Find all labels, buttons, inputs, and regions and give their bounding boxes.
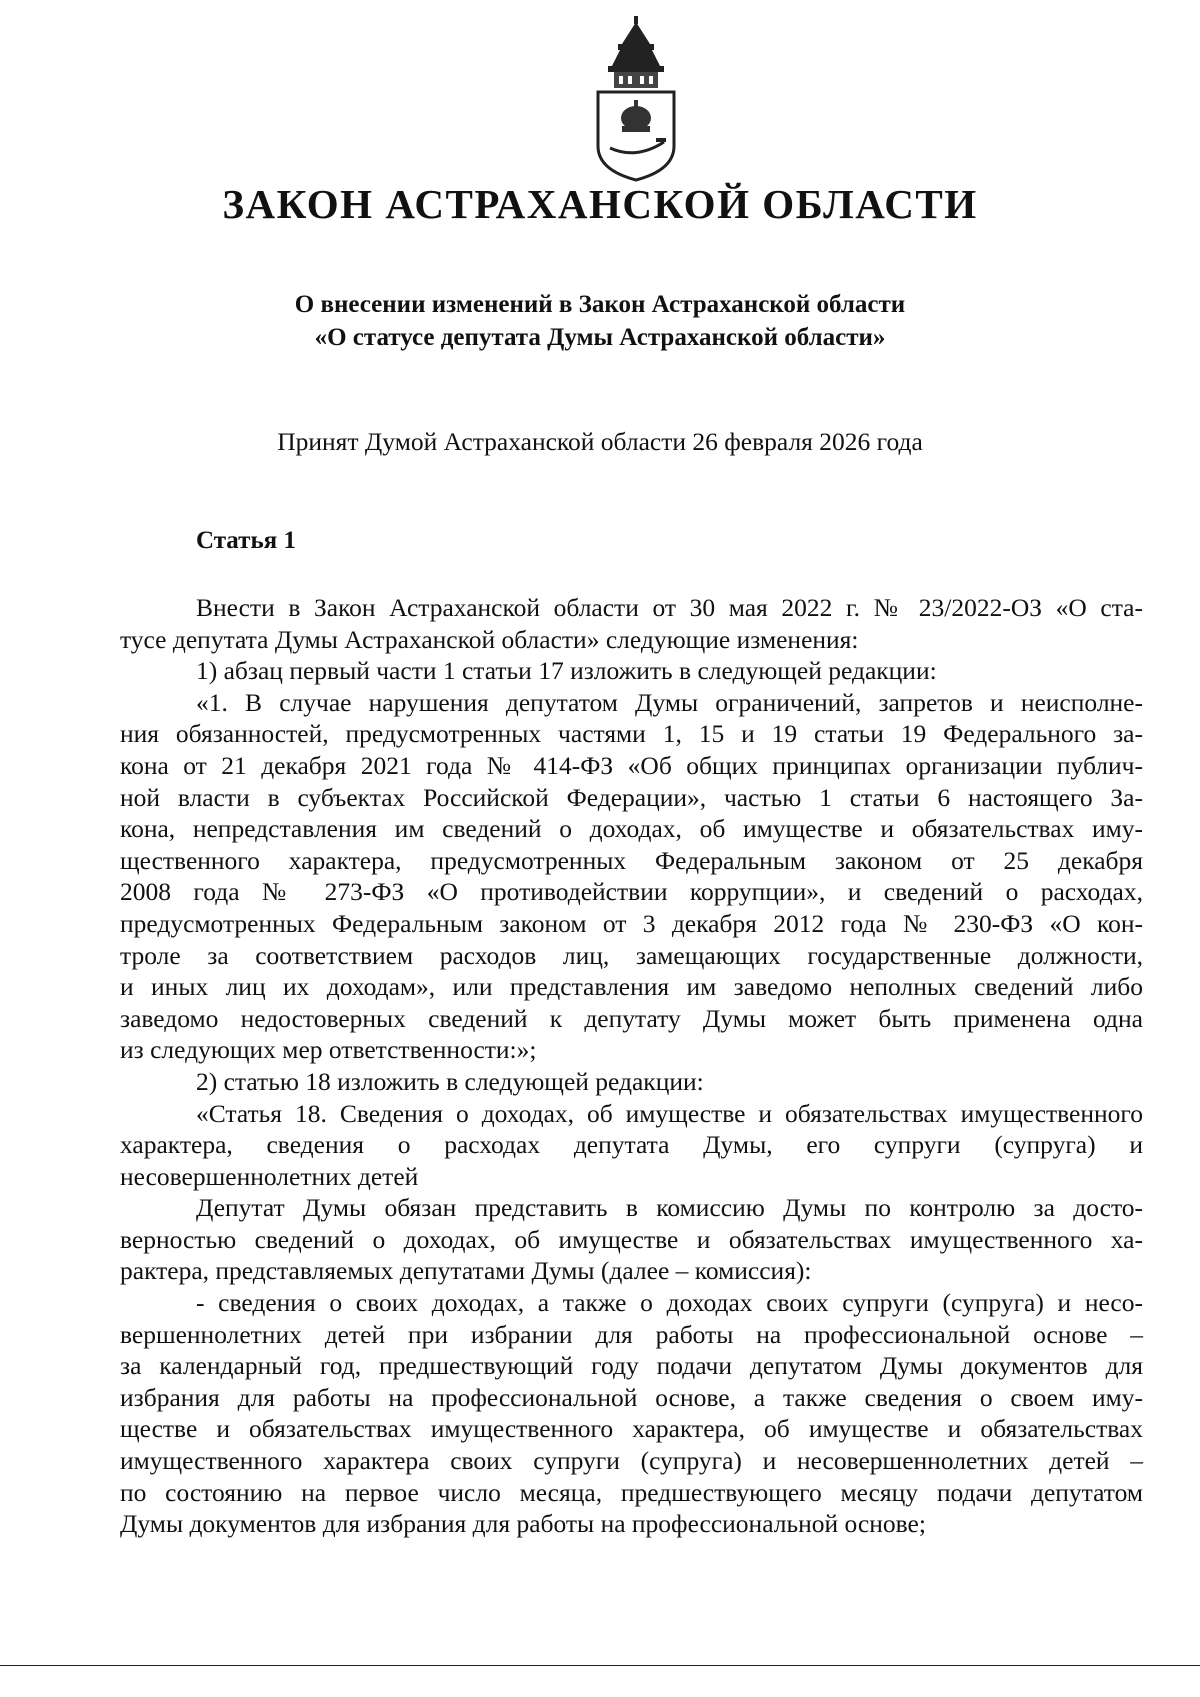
article-body (120, 592, 1143, 1540)
subtitle-line-2: «О статусе депутата Думы Астраханской области» (314, 324, 886, 351)
article-heading: Статья 1 (196, 527, 296, 554)
text-line: характера, сведения о расходах депутата Думы, его супруги (супруга) и (120, 1130, 1143, 1160)
text-line: ществе и обязательствах имущественного характера, об имуществе и обязательствах (120, 1414, 1143, 1444)
text-line: Думы документов для избрания для работы на профессиональной основе; (120, 1509, 926, 1539)
law-title: ЗАКОН АСТРАХАНСКОЙ ОБЛАСТИ (222, 181, 978, 227)
text-line: за календарный год, предшествующий году подачи депутатом Думы документов для (120, 1351, 1143, 1381)
text-line: - сведения о своих доходах, а также о доходах своих супруги (супруга) и несо- (196, 1288, 1143, 1318)
text-line: несовершеннолетних детей (120, 1161, 419, 1191)
text-line: ной власти в субъектах Российской Федерации», частью 1 статьи 6 настоящего За- (120, 782, 1143, 812)
coat-of-arms-astrakhan-icon (592, 14, 680, 184)
text-line: вершеннолетних детей при избрании для работы на профессиональной основе – (120, 1319, 1143, 1349)
text-line: верностью сведений о доходах, об имуществе и обязательствах имущественного ха- (120, 1224, 1143, 1254)
text-line: кона, непредставления им сведений о доходах, об имуществе и обязательствах иму- (120, 814, 1143, 844)
text-line: рактера, представляемых депутатами Думы (далее – комиссия): (120, 1256, 812, 1286)
text-line: Внести в Закон Астраханской области от 30 мая 2022 г. № 23/2022-ОЗ «О ста- (196, 593, 1143, 622)
text-line: предусмотренных Федеральным законом от 3 декабря 2012 года № 230-ФЗ «О кон- (120, 908, 1143, 938)
bottom-rule (0, 1665, 1200, 1666)
text-line: 2) статью 18 изложить в следующей редакции: (196, 1066, 704, 1096)
text-line: по состоянию на первое число месяца, предшествующего месяцу подачи депутатом (120, 1477, 1143, 1507)
subtitle-line-1: О внесении изменений в Закон Астраханской области (294, 291, 906, 318)
text-line: кона от 21 декабря 2021 года № 414-ФЗ «Об общих принципах организации публич- (120, 750, 1143, 780)
text-line: заведомо недостоверных сведений к депутату Думы может быть применена одна (120, 1003, 1143, 1033)
adoption-line: Принят Думой Астраханской области 26 февраля 2026 года (277, 427, 923, 456)
text-line: тусе депутата Думы Астраханской области» следующие изменения: (120, 624, 859, 654)
text-line: «Статья 18. Сведения о доходах, об имуществе и обязательствах имущественного (196, 1098, 1143, 1128)
text-line: троле за соответствием расходов лиц, замещающих государственные должности, (120, 940, 1143, 970)
text-line: ния обязанностей, предусмотренных частями 1, 15 и 19 статьи 19 Федерального за- (120, 719, 1143, 749)
text-line: «1. В случае нарушения депутатом Думы ограничений, запретов и неисполне- (196, 687, 1143, 717)
text-line: 1) абзац первый части 1 статьи 17 изложить в следующей редакции: (196, 656, 937, 686)
text-line: имущественного характера своих супруги (супруга) и несовершеннолетних детей – (120, 1446, 1143, 1476)
text-line: Депутат Думы обязан представить в комиссию Думы по контролю за досто- (196, 1193, 1143, 1223)
text-line: избрания для работы на профессиональной основе, а также сведения о своем иму- (120, 1382, 1143, 1412)
text-line: щественного характера, предусмотренных Федеральным законом от 25 декабря (120, 845, 1143, 875)
text-line: и иных лиц их доходам», или представления им заведомо неполных сведений либо (120, 972, 1143, 1002)
text-line: из следующих мер ответственности:»; (120, 1035, 537, 1065)
law-subtitle (0, 288, 1200, 354)
text-line: 2008 года № 273-ФЗ «О противодействии коррупции», и сведений о расходах, (120, 877, 1143, 907)
